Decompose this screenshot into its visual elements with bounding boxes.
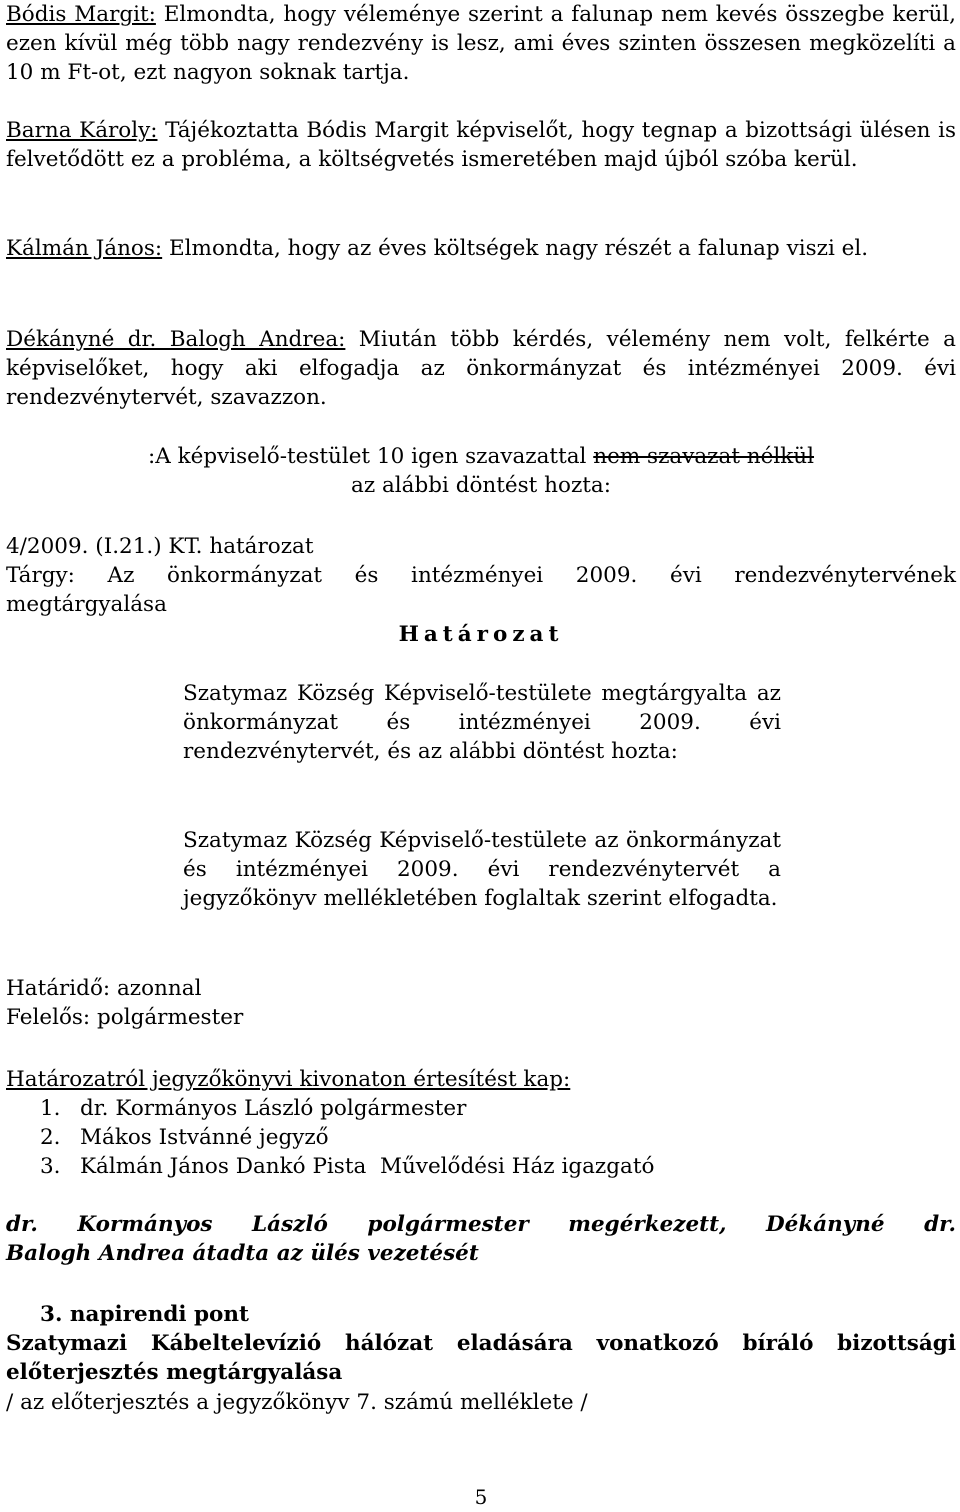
vote-line-1: :A képviselő-testület 10 igen szavazattal nem szavazat nélkül: [147, 444, 815, 469]
paragraph-text: Miután több kérdés, vélemény nem volt, felkérte a képviselőket, hogy aki elfogadja az önkormányzat és intézményei 2009. évi rendezvénytervét, szavazzon.: [6, 327, 956, 410]
paragraph-barna: [6, 116, 956, 174]
speaker-name: Bódis Margit:: [6, 2, 156, 27]
paragraph-dekanyne: [6, 325, 956, 412]
speaker-name: Kálmán János:: [6, 236, 163, 261]
list-item: 2. Mákos Istvánné jegyző: [40, 1125, 329, 1150]
vote-struck-text: nem szavazat nélkül: [593, 444, 815, 469]
resolution-deadline: Határidő: azonnal: [6, 976, 202, 1001]
resolution-body-1: Szatymaz Község Képviselő-testülete megtárgyalta az önkormányzat és intézményei 2009. évi rendezvénytervét, és az alábbi döntést hozta:: [183, 681, 781, 764]
paragraph-text: Tájékoztatta Bódis Margit képviselőt, hogy tegnap a bizottsági ülésen is felvetődött ez a probléma, a költségvetés ismeretében majd újból szóba kerül.: [6, 118, 957, 172]
agenda-title: [6, 1329, 956, 1387]
note-line-1: dr. Kormányos László polgármester megérkezett, Dékányné dr.: [6, 1212, 956, 1237]
paragraph-text: Elmondta, hogy az éves költségek nagy részét a falunap viszi el.: [162, 236, 869, 261]
note-line-2: Balogh Andrea átadta az ülés vezetését: [6, 1241, 479, 1266]
resolution-number: 4/2009. (I.21.) KT. határozat: [6, 534, 314, 559]
speaker-name: Dékányné dr. Balogh Andrea:: [6, 327, 346, 352]
resolution-subject: Tárgy: Az önkormányzat és intézményei 2009. évi rendezvénytervének: [6, 563, 956, 588]
resolution-subject-cont: megtárgyalása: [6, 592, 167, 617]
agenda-title-line-2: előterjesztés megtárgyalása: [6, 1360, 343, 1385]
agenda-title-line-1: Szatymazi Kábeltelevízió hálózat eladására vonatkozó bíráló bizottsági: [6, 1331, 956, 1356]
paragraph-kalman: [6, 234, 956, 263]
list-item: 1. dr. Kormányos László polgármester: [40, 1096, 467, 1121]
chair-handover-note: [6, 1210, 956, 1268]
vote-line-2: az alábbi döntést hozta:: [351, 473, 611, 498]
paragraph-text: Elmondta, hogy véleménye szerint a falunap nem kevés összegbe kerül, ezen kívül még több nagy rendezvény is lesz, ami éves szinten összesen megközelíti a 10 m Ft-ot, ezt nagyon soknak tartja.: [6, 2, 957, 85]
recipient-list: [40, 1094, 654, 1181]
resolution-body-2: Szatymaz Község Képviselő-testülete az önkormányzat és intézményei 2009. évi rendezvénytervét a jegyzőkönyv mellékletében foglaltak szerint elfogadta.: [183, 828, 781, 911]
resolution-heading: Határozat: [398, 622, 564, 647]
agenda-annex-note: / az előterjesztés a jegyzőkönyv 7. számú melléklete /: [6, 1390, 588, 1415]
speaker-name: Barna Károly:: [6, 118, 158, 143]
list-item: 3. Kálmán János Dankó Pista Művelődési Ház igazgató: [40, 1154, 655, 1179]
resolution-responsible: Felelős: polgármester: [6, 1005, 244, 1030]
vote-result: [6, 442, 956, 500]
paragraph-bodis: [6, 0, 956, 87]
notify-heading: Határozatról jegyzőkönyvi kivonaton értesítést kap:: [6, 1067, 571, 1092]
agenda-number: 3. napirendi pont: [40, 1302, 249, 1327]
page-number: 5: [474, 1485, 488, 1509]
